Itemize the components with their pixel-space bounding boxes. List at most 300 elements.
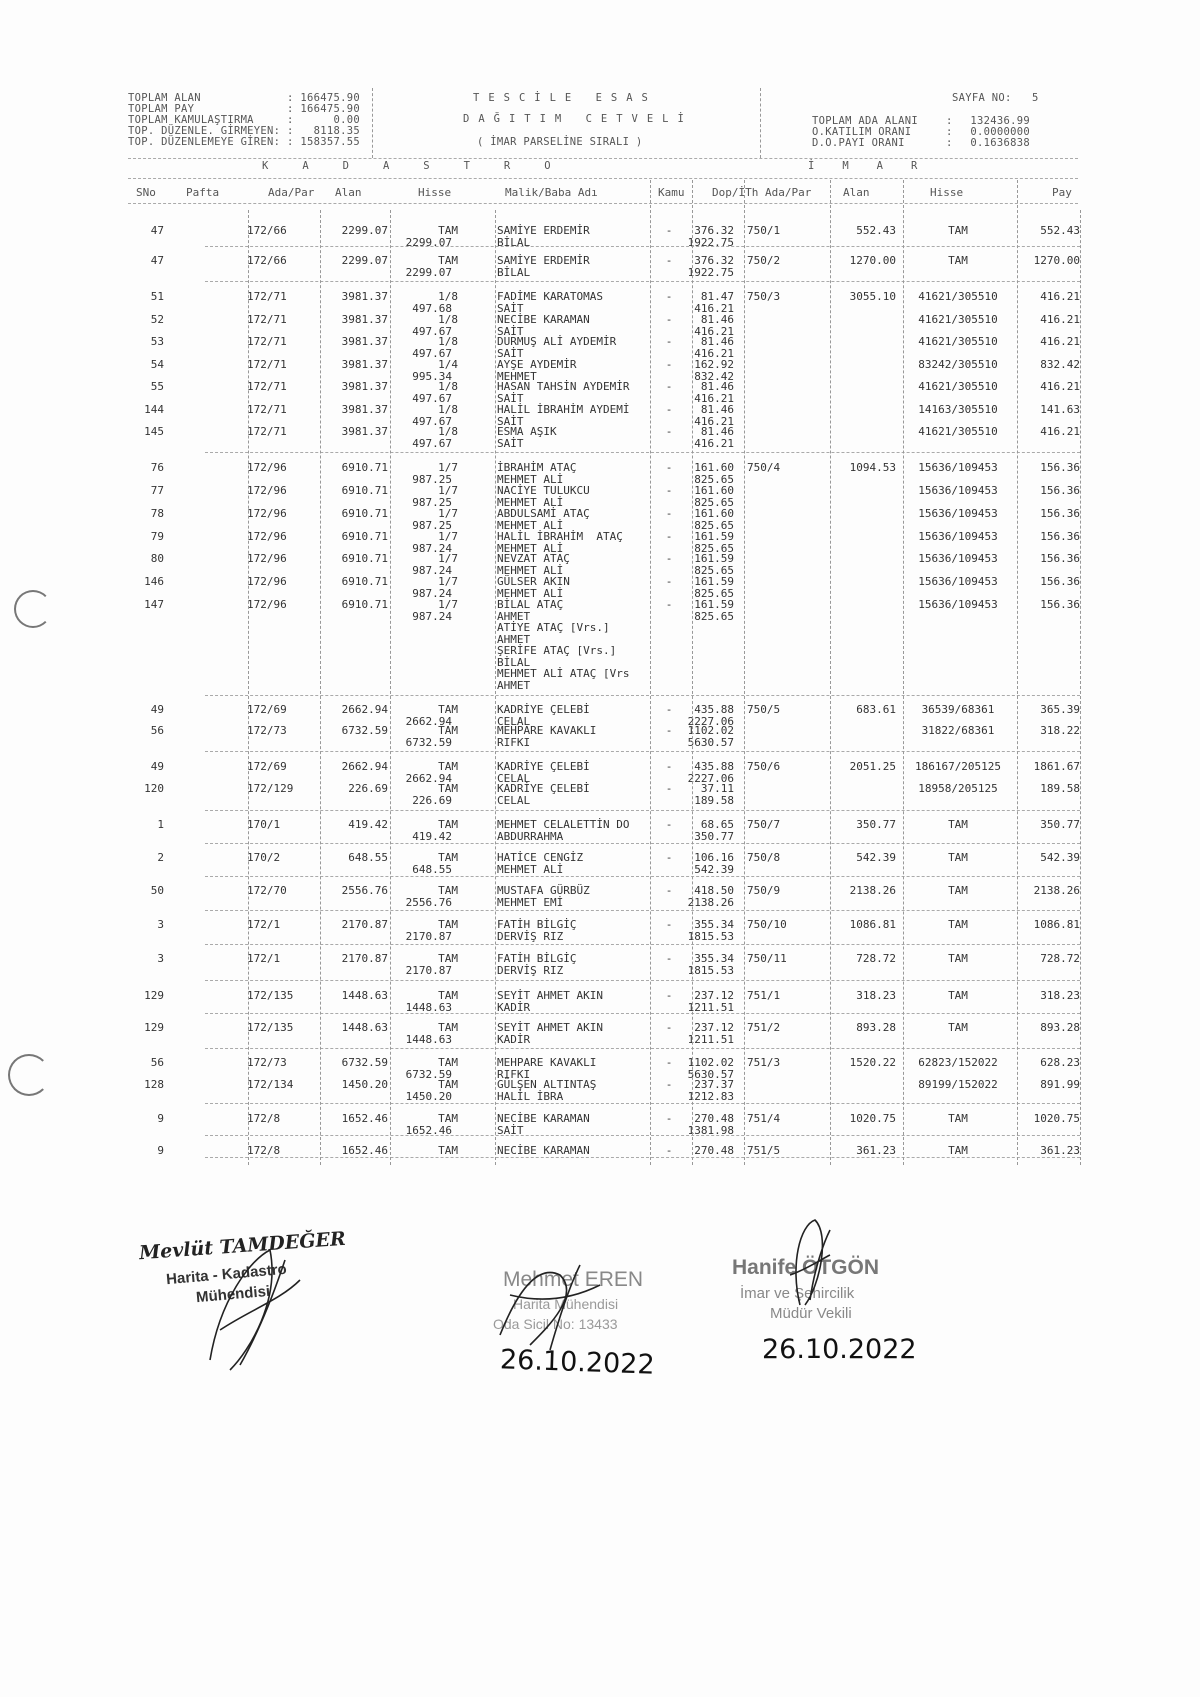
imar-alan: 1270.00 [849, 254, 896, 267]
row-imar-hisse: TAM [948, 224, 968, 237]
group-separator [205, 810, 1080, 811]
signature-name: Mehmet EREN [503, 1268, 644, 1291]
row-malik-baba-adi: KADRİYE ÇELEBİ [497, 782, 590, 795]
row-pay: 318.23 [1040, 989, 1080, 1002]
row-kadastro-hisse: TAM [438, 1144, 458, 1157]
imar-ada-parsel: 750/6 [747, 760, 781, 773]
imar-ada-parsel: 751/4 [747, 1112, 781, 1125]
row-kadastro-ada-parsel: 172/73 [247, 724, 287, 737]
row-kadastro-ada-parsel: 172/71 [247, 313, 287, 326]
summary-label: TOP. DÜZENLEMEYE GİREN: [128, 136, 281, 148]
row-dop-ith: 162.92 [694, 358, 734, 371]
row-kadastro-ada-parsel: 172/71 [247, 335, 287, 348]
signature-title: Harita Mühendisi [513, 1296, 619, 1312]
imar-ada-parsel: 750/10 [747, 918, 787, 931]
row-kadastro-hisse: 987.24 [412, 609, 452, 623]
row-dop-ith: 2138.26 [687, 895, 734, 909]
row-kadastro-hisse: TAM [438, 1112, 458, 1125]
column-header: Pay [1052, 186, 1072, 199]
row-malik-baba-adi: AHMET [497, 678, 531, 692]
row-malik-baba-adi: FATİH BİLGİÇ [497, 952, 577, 965]
summary-value: 0.00 [333, 114, 360, 126]
row-malik-baba-adi: RIFKI [497, 735, 531, 749]
row-kadastro-ada-parsel: 172/96 [247, 461, 287, 474]
row-malik-baba-adi: SAİT [497, 414, 524, 428]
column-header: Hisse [930, 186, 964, 199]
row-kamu: - [665, 358, 673, 371]
column-divider [495, 210, 496, 1165]
row-kadastro-hisse: 1448.63 [405, 1032, 452, 1046]
imar-alan: 1520.22 [849, 1056, 896, 1069]
row-malik-baba-adi: SAİT [497, 391, 524, 405]
row-malik-baba-adi: MEHMET ALİ [497, 518, 564, 532]
signature-title: Oda Sicil No: 13433 [493, 1316, 618, 1332]
row-pay: 156.36 [1040, 552, 1080, 565]
summary-label: TOPLAM PAY [128, 103, 195, 115]
row-sno: 55 [150, 380, 164, 393]
row-malik-baba-adi: MEHMET ALİ ATAÇ [Vrs [497, 667, 630, 680]
row-pay: 728.72 [1040, 952, 1080, 965]
page-number-label: SAYFA NO: [952, 92, 1012, 104]
row-kadastro-alan: 6910.71 [341, 530, 388, 543]
row-kadastro-hisse: TAM [438, 782, 458, 795]
imar-alan: 683.61 [856, 703, 896, 716]
row-kadastro-hisse: 2299.07 [405, 235, 452, 249]
summary-colon: : [287, 103, 294, 115]
row-dop-ith: 270.48 [694, 1112, 734, 1125]
row-sno: 76 [150, 461, 164, 474]
row-pay: 416.21 [1040, 335, 1080, 348]
row-dop-ith: 350.77 [694, 829, 734, 843]
column-divider [1080, 210, 1081, 1165]
row-kadastro-alan: 1448.63 [341, 989, 388, 1002]
row-pay: 189.58 [1040, 782, 1080, 795]
row-pay: 1861.67 [1033, 760, 1080, 773]
row-imar-hisse: 41621/305510 [918, 425, 998, 438]
row-malik-baba-adi: HALİL İBRAHİM AYDEMİ [497, 403, 630, 416]
row-kadastro-ada-parsel: 172/71 [247, 403, 287, 416]
row-malik-baba-adi: NECİBE KARAMAN [497, 1112, 590, 1125]
row-imar-hisse: 36539/68361 [921, 703, 995, 716]
row-imar-hisse: TAM [948, 884, 968, 897]
column-header: Alan [843, 186, 870, 199]
row-kadastro-hisse: 2662.94 [405, 771, 452, 785]
row-kadastro-hisse: 648.55 [412, 862, 452, 876]
row-kadastro-alan: 6732.59 [341, 1056, 388, 1069]
row-malik-baba-adi: NECİBE KARAMAN [497, 1144, 590, 1157]
row-dop-ith: 1211.51 [687, 1000, 734, 1014]
column-header: Hisse [418, 186, 452, 199]
row-sno: 56 [150, 1056, 164, 1069]
row-kamu: - [665, 724, 673, 737]
row-kadastro-hisse: 497.67 [412, 324, 452, 338]
row-kadastro-hisse: 1/7 [438, 552, 458, 565]
row-kadastro-alan: 1448.63 [341, 1021, 388, 1034]
handwritten-signature [490, 1255, 610, 1355]
imar-ada-parsel: 750/5 [747, 703, 781, 716]
row-malik-baba-adi: MEHPARE KAVAKLI [497, 1056, 597, 1069]
row-dop-ith: 1211.51 [687, 1032, 734, 1046]
row-kadastro-alan: 3981.37 [341, 425, 388, 438]
row-kadastro-hisse: 1652.46 [405, 1123, 452, 1137]
row-kadastro-hisse: 987.25 [412, 472, 452, 486]
row-imar-hisse: 41621/305510 [918, 313, 998, 326]
row-kadastro-hisse: 987.25 [412, 518, 452, 532]
row-kadastro-hisse: 987.25 [412, 495, 452, 509]
row-kadastro-ada-parsel: 172/71 [247, 358, 287, 371]
column-divider [650, 180, 651, 1165]
row-malik-baba-adi: NEVZAT ATAÇ [497, 552, 570, 565]
row-kadastro-alan: 6910.71 [341, 598, 388, 611]
group-separator [205, 876, 1080, 877]
column-divider [320, 210, 321, 1165]
page-info-label: D.O.PAYI ORANI [812, 137, 905, 149]
row-dop-ith: 1212.83 [687, 1089, 734, 1103]
row-sno: 47 [150, 224, 164, 237]
imar-alan: 1020.75 [849, 1112, 896, 1125]
row-dop-ith: 435.88 [694, 703, 734, 716]
row-imar-hisse: TAM [948, 1021, 968, 1034]
row-malik-baba-adi: NECİBE KARAMAN [497, 313, 590, 326]
row-pay: 416.21 [1040, 380, 1080, 393]
row-kadastro-ada-parsel: 172/135 [247, 989, 294, 1002]
row-sno: 147 [144, 598, 164, 611]
row-pay: 891.99 [1040, 1078, 1080, 1091]
row-kadastro-hisse: 1/8 [438, 425, 458, 438]
row-kadastro-alan: 6910.71 [341, 484, 388, 497]
row-malik-baba-adi: BİLAL [497, 235, 531, 249]
row-kadastro-hisse: 497.67 [412, 414, 452, 428]
row-malik-baba-adi: SAİT [497, 1123, 524, 1137]
row-pay: 156.36 [1040, 484, 1080, 497]
row-malik-baba-adi: MEHMET [497, 369, 537, 383]
row-dop-ith: 825.65 [694, 541, 734, 555]
row-kadastro-alan: 3981.37 [341, 358, 388, 371]
row-kadastro-hisse: 1/7 [438, 598, 458, 611]
row-kadastro-ada-parsel: 172/96 [247, 575, 287, 588]
row-malik-baba-adi: AHMET [497, 609, 531, 623]
row-kadastro-alan: 2170.87 [341, 918, 388, 931]
row-malik-baba-adi: MEHMET ALİ [497, 862, 564, 876]
row-sno: 50 [150, 884, 164, 897]
row-malik-baba-adi: FADİME KARATOMAS [497, 290, 603, 303]
row-dop-ith: 825.65 [694, 472, 734, 486]
row-kamu: - [665, 918, 673, 931]
page-info-label: O.KATILIM ORANI [812, 126, 912, 138]
imar-ada-parsel: 750/7 [747, 818, 781, 831]
row-kadastro-hisse: TAM [438, 952, 458, 965]
imar-ada-parsel: 751/2 [747, 1021, 781, 1034]
row-malik-baba-adi: KADRİYE ÇELEBİ [497, 703, 590, 716]
imar-alan: 893.28 [856, 1021, 896, 1034]
row-dop-ith: 161.60 [694, 484, 734, 497]
row-malik-baba-adi: MEHMET ALİ [497, 563, 564, 577]
row-dop-ith: 355.34 [694, 918, 734, 931]
row-dop-ith: 416.21 [694, 324, 734, 338]
row-dop-ith: 1815.53 [687, 929, 734, 943]
row-kadastro-alan: 2662.94 [341, 703, 388, 716]
row-kamu: - [665, 335, 673, 348]
row-pay: 1270.00 [1033, 254, 1080, 267]
handwritten-signature [190, 1240, 310, 1380]
row-dop-ith: 416.21 [694, 301, 734, 315]
row-dop-ith: 416.21 [694, 436, 734, 450]
row-kamu: - [665, 1056, 673, 1069]
row-kadastro-hisse: 1/7 [438, 575, 458, 588]
column-divider [248, 210, 249, 1165]
row-dop-ith: 270.48 [694, 1144, 734, 1157]
column-divider [692, 180, 693, 1165]
row-kamu: - [665, 224, 673, 237]
row-malik-baba-adi: SAMİYE ERDEMİR [497, 224, 590, 237]
page-info-colon: : [946, 137, 953, 149]
row-kamu: - [665, 1144, 673, 1157]
row-dop-ith: 237.12 [694, 989, 734, 1002]
row-pay: 318.22 [1040, 724, 1080, 737]
imar-alan: 361.23 [856, 1144, 896, 1157]
imar-ada-parsel: 751/3 [747, 1056, 781, 1069]
row-kadastro-alan: 2299.07 [341, 224, 388, 237]
imar-alan: 1086.81 [849, 918, 896, 931]
row-kadastro-hisse: 497.67 [412, 346, 452, 360]
row-kadastro-ada-parsel: 172/71 [247, 425, 287, 438]
signature-name: Mevlüt TAMDEĞER [138, 1227, 347, 1265]
imar-ada-parsel: 750/2 [747, 254, 781, 267]
row-dop-ith: 2227.06 [687, 714, 734, 728]
row-malik-baba-adi: ESMA AŞIK [497, 425, 557, 438]
row-sno: 1 [157, 818, 164, 831]
imar-alan: 728.72 [856, 952, 896, 965]
row-pay: 365.39 [1040, 703, 1080, 716]
row-imar-hisse: 15636/109453 [918, 530, 998, 543]
row-dop-ith: 1102.02 [687, 1056, 734, 1069]
page-info-label: TOPLAM ADA ALANI [812, 115, 918, 127]
row-malik-baba-adi: AYŞE AYDEMİR [497, 358, 577, 371]
row-dop-ith: 81.46 [700, 425, 734, 438]
row-kadastro-hisse: 1/7 [438, 461, 458, 474]
signature-title: İmar ve Şehircilik [740, 1285, 855, 1302]
row-kadastro-ada-parsel: 172/96 [247, 530, 287, 543]
imar-alan: 3055.10 [849, 290, 896, 303]
summary-value: 166475.90 [300, 103, 360, 115]
header-rule [128, 158, 1078, 159]
row-kadastro-hisse: 497.67 [412, 436, 452, 450]
row-imar-hisse: 89199/152022 [918, 1078, 998, 1091]
row-kadastro-ada-parsel: 172/1 [247, 918, 281, 931]
row-sno: 53 [150, 335, 164, 348]
row-pay: 156.36 [1040, 575, 1080, 588]
row-dop-ith: 237.37 [694, 1078, 734, 1091]
row-kadastro-hisse: 1/8 [438, 335, 458, 348]
row-malik-baba-adi: ŞERİFE ATAÇ [Vrs.] [497, 644, 617, 657]
row-kadastro-alan: 6910.71 [341, 461, 388, 474]
summary-label: TOPLAM KAMULAŞTIRMA [128, 114, 254, 126]
row-pay: 156.36 [1040, 530, 1080, 543]
imar-ada-parsel: 750/1 [747, 224, 781, 237]
row-malik-baba-adi: MEHMET ALİ [497, 495, 564, 509]
kadastro-section-title: KADASTRO [262, 160, 585, 172]
row-kadastro-alan: 3981.37 [341, 335, 388, 348]
row-malik-baba-adi: GÜLSER AKIN [497, 575, 570, 588]
row-kadastro-alan: 419.42 [348, 818, 388, 831]
row-kadastro-hisse: TAM [438, 760, 458, 773]
row-kadastro-alan: 2662.94 [341, 760, 388, 773]
row-malik-baba-adi: CELAL [497, 714, 531, 728]
row-kadastro-ada-parsel: 172/135 [247, 1021, 294, 1034]
row-malik-baba-adi: HATİCE CENGİZ [497, 851, 584, 864]
imar-ada-parsel: 750/9 [747, 884, 781, 897]
row-dop-ith: 161.59 [694, 575, 734, 588]
row-dop-ith: 189.58 [694, 793, 734, 807]
row-pay: 416.21 [1040, 425, 1080, 438]
row-dop-ith: 161.59 [694, 552, 734, 565]
row-dop-ith: 1102.02 [687, 724, 734, 737]
row-malik-baba-adi: KADRİYE ÇELEBİ [497, 760, 590, 773]
signature-title: Harita - Kadastro [165, 1260, 288, 1289]
row-pay: 156.36 [1040, 461, 1080, 474]
row-malik-baba-adi: MEHMET CELALETTİN DO [497, 818, 630, 831]
row-kadastro-ada-parsel: 172/71 [247, 290, 287, 303]
row-malik-baba-adi: HASAN TAHSİN AYDEMİR [497, 380, 630, 393]
column-divider [744, 180, 745, 1165]
summary-label: TOP. DÜZENLE. GİRMEYEN: [128, 125, 281, 137]
row-imar-hisse: 83242/305510 [918, 358, 998, 371]
row-dop-ith: 1922.75 [687, 235, 734, 249]
summary-value: 158357.55 [300, 136, 360, 148]
row-imar-hisse: 15636/109453 [918, 552, 998, 565]
row-imar-hisse: 62823/152022 [918, 1056, 998, 1069]
column-header: Alan [335, 186, 362, 199]
imar-ada-parsel: 750/4 [747, 461, 781, 474]
row-kamu: - [665, 484, 673, 497]
row-sno: 128 [144, 1078, 164, 1091]
header-rule [128, 203, 1078, 204]
summary-label: TOPLAM ALAN [128, 92, 201, 104]
group-separator [205, 980, 1080, 981]
row-kadastro-hisse: 1450.20 [405, 1089, 452, 1103]
row-kadastro-ada-parsel: 172/73 [247, 1056, 287, 1069]
row-dop-ith: 542.39 [694, 862, 734, 876]
row-sno: 54 [150, 358, 164, 371]
row-sno: 52 [150, 313, 164, 326]
column-header: Malik/Baba Adı [505, 186, 598, 199]
row-malik-baba-adi: SEYİT AHMET AKIN [497, 989, 603, 1002]
row-kadastro-ada-parsel: 170/2 [247, 851, 281, 864]
row-sno: 47 [150, 254, 164, 267]
page-info-colon: : [946, 115, 953, 127]
column-header: Dop/İTh [712, 186, 759, 199]
row-pay: 141.63 [1040, 403, 1080, 416]
group-separator [205, 695, 1080, 696]
row-kamu: - [665, 703, 673, 716]
row-dop-ith: 5630.57 [687, 735, 734, 749]
row-pay: 2138.26 [1033, 884, 1080, 897]
row-malik-baba-adi: SAMİYE ERDEMİR [497, 254, 590, 267]
imar-ada-parsel: 750/11 [747, 952, 787, 965]
row-imar-hisse: TAM [948, 989, 968, 1002]
header-divider [760, 88, 761, 158]
row-kadastro-ada-parsel: 172/71 [247, 380, 287, 393]
row-kamu: - [665, 782, 673, 795]
page-info-colon: : [946, 126, 953, 138]
row-kamu: - [665, 575, 673, 588]
row-kadastro-hisse: 497.67 [412, 391, 452, 405]
row-kadastro-hisse: 2662.94 [405, 714, 452, 728]
row-dop-ith: 81.46 [700, 380, 734, 393]
row-dop-ith: 825.65 [694, 495, 734, 509]
row-kadastro-ada-parsel: 172/96 [247, 552, 287, 565]
signature-title: Mühendisi [195, 1282, 271, 1307]
row-dop-ith: 81.46 [700, 313, 734, 326]
title-line3: ( İMAR PARSELİNE SIRALI ) [477, 136, 643, 148]
imar-alan: 350.77 [856, 818, 896, 831]
row-kadastro-hisse: 419.42 [412, 829, 452, 843]
row-kamu: - [665, 403, 673, 416]
row-malik-baba-adi: MUSTAFA GÜRBÜZ [497, 884, 590, 897]
column-divider [903, 180, 904, 1165]
row-kamu: - [665, 254, 673, 267]
row-pay: 361.23 [1040, 1144, 1080, 1157]
row-kamu: - [665, 290, 673, 303]
row-malik-baba-adi: MEHPARE KAVAKLI [497, 724, 597, 737]
row-kadastro-alan: 2299.07 [341, 254, 388, 267]
imar-alan: 2051.25 [849, 760, 896, 773]
row-dop-ith: 376.32 [694, 254, 734, 267]
row-kadastro-hisse: TAM [438, 1056, 458, 1069]
row-imar-hisse: TAM [948, 851, 968, 864]
imar-alan: 542.39 [856, 851, 896, 864]
row-malik-baba-adi: NACİYE TULUKCU [497, 484, 590, 497]
row-kadastro-ada-parsel: 172/8 [247, 1112, 281, 1125]
row-malik-baba-adi: SAİT [497, 346, 524, 360]
row-imar-hisse: TAM [948, 254, 968, 267]
summary-colon: : [287, 114, 294, 126]
row-malik-baba-adi: KADİR [497, 1000, 531, 1014]
row-kamu: - [665, 1078, 673, 1091]
row-dop-ith: 355.34 [694, 952, 734, 965]
row-dop-ith: 2227.06 [687, 771, 734, 785]
row-kadastro-ada-parsel: 170/1 [247, 818, 281, 831]
row-imar-hisse: 15636/109453 [918, 598, 998, 611]
row-kadastro-ada-parsel: 172/70 [247, 884, 287, 897]
row-kadastro-hisse: 1/8 [438, 313, 458, 326]
row-kadastro-hisse: 995.34 [412, 369, 452, 383]
row-kadastro-hisse: 987.24 [412, 586, 452, 600]
group-separator [205, 1048, 1080, 1049]
row-pay: 156.36 [1040, 507, 1080, 520]
row-kadastro-hisse: TAM [438, 989, 458, 1002]
row-kadastro-ada-parsel: 172/96 [247, 598, 287, 611]
row-kadastro-alan: 1652.46 [341, 1144, 388, 1157]
row-malik-baba-adi: SEYİT AHMET AKIN [497, 1021, 603, 1034]
row-dop-ith: 1922.75 [687, 265, 734, 279]
page-info-value: 132436.99 [970, 115, 1030, 127]
row-kadastro-alan: 3981.37 [341, 290, 388, 303]
row-sno: 49 [150, 703, 164, 716]
row-kadastro-alan: 648.55 [348, 851, 388, 864]
row-sno: 49 [150, 760, 164, 773]
row-sno: 129 [144, 989, 164, 1002]
row-kadastro-alan: 6910.71 [341, 552, 388, 565]
row-pay: 156.36 [1040, 598, 1080, 611]
row-malik-baba-adi: AHMET [497, 632, 531, 646]
row-kadastro-hisse: 987.24 [412, 541, 452, 555]
row-kamu: - [665, 507, 673, 520]
row-kamu: - [665, 818, 673, 831]
summary-value: 166475.90 [300, 92, 360, 104]
row-kadastro-alan: 1652.46 [341, 1112, 388, 1125]
row-kadastro-hisse: 2556.76 [405, 895, 452, 909]
